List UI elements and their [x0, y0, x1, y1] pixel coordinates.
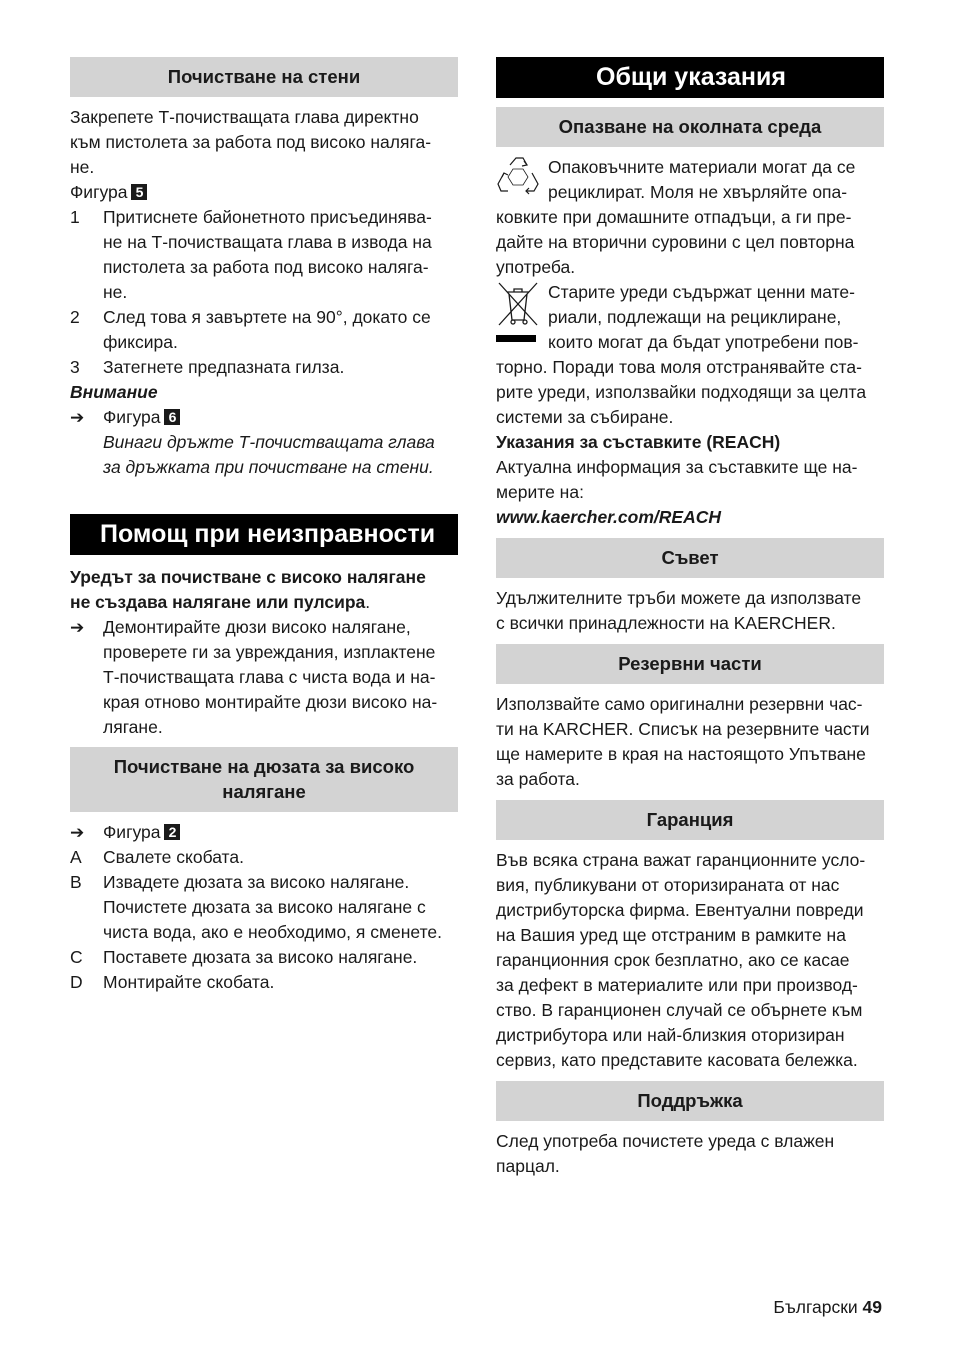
recycle-paragraph: Опаковъчните материали могат да се рециклират. Моля не хвърляйте опа- ковките при домашните отпадъци, а ги пре- дайте на вторични суровини с цел повторна употреба.	[496, 157, 856, 277]
section-heading-environment: Опазване на околната среда	[496, 107, 884, 147]
problem-statement: Уредът за почистване с високо налягане не създава налягане или пулсира.	[70, 567, 426, 612]
nozzle-figure-ref: ➔ Фигура 2	[70, 820, 458, 845]
step-item: B Извадете дюзата за високо налягане. Почистете дюзата за високо налягане с чиста вода, ако е необходимо, я сменете.	[70, 872, 442, 942]
section-heading-walls: Почистване на стени	[70, 57, 458, 97]
attention-figure-ref: ➔ Фигура 6	[70, 405, 458, 430]
step-item: C Поставете дюзата за високо налягане.	[70, 947, 418, 967]
step-item: A Свалете скобата.	[70, 847, 244, 867]
reach-text: Актуална информация за съставките ще на- мерите на:	[496, 457, 858, 502]
section-heading-advice: Съвет	[496, 538, 884, 578]
warranty-text: Във всяка страна важат гаранционните усло- вия, публикувани от оторизираната от нас дистрибуторска фирма. Евентуални повреди на Вашия уред ще отстраним в рамките на гаранционния срок безплатно, ако се касае за дефект в материалите или при производ- ство. В гаранционен случай се обърнете към дистрибутора или най-близкия оторизиран сервиз, като представите касовата бележка.	[496, 850, 866, 1070]
walls-intro: Закрепете Т-почистващата глава директно към пистолета за работа под високо наляга- не.	[70, 107, 432, 177]
spare-parts-text: Използвайте само оригинални резервни час- ти на KARCHER. Списък на резервните части ще намерите в края на настоящото Упътване за работа.	[496, 694, 870, 789]
page-number: 49	[862, 1297, 882, 1317]
step-item: 1 Притиснете байонетното присъединява- не на Т-почистващата глава в извода на пистолета за работа под високо наляга- не.	[70, 207, 432, 302]
reach-heading: Указания за съставките (REACH)	[496, 432, 781, 452]
step-item: D Монтирайте скобата.	[70, 972, 275, 992]
step-item: 2 След това я завъртете на 90°, докато се фиксира.	[70, 307, 431, 352]
right-arrow-icon: ➔	[70, 408, 85, 427]
attention-label: Внимание	[70, 382, 158, 402]
section-heading-spare-parts: Резервни части	[496, 644, 884, 684]
maintenance-text: След употреба почистете уреда с влажен парцал.	[496, 1131, 835, 1176]
figure-ref: Фигура 5	[70, 180, 458, 205]
figure-number-badge: 6	[164, 409, 180, 425]
right-arrow-icon: ➔	[70, 618, 85, 637]
reach-url: www.kaercher.com/REACH	[496, 507, 721, 527]
recycle-icon	[496, 155, 540, 201]
right-arrow-icon: ➔	[70, 823, 85, 842]
section-heading-maintenance: Поддръжка	[496, 1081, 884, 1121]
page-footer	[773, 1295, 882, 1320]
right-column	[496, 57, 884, 1179]
left-column	[70, 57, 458, 995]
figure-number-badge: 5	[131, 184, 147, 200]
attention-note: Винаги дръжте Т-почистващата глава за дръжката при почистване на стени.	[103, 432, 435, 477]
chapter-heading-general: Общи указания	[496, 57, 884, 98]
weee-paragraph: Старите уреди съдържат ценни мате- риали, подлежащи на рециклиране, които могат да бъдат употребени пов- торно. Поради това моля отстранявайте ста- рите уреди, използвайки подходящи за целта системи за събиране.	[496, 282, 867, 427]
remedy-item: ➔ Демонтирайте дюзи високо налягане, проверете ги за увреждания, изплактене Т-почистващата глава с чиста вода и на- края отново монтирайте дюзи високо на- лягане.	[70, 615, 458, 740]
section-heading-warranty: Гаранция	[496, 800, 884, 840]
footer-language: Български	[773, 1297, 858, 1317]
step-item: 3 Затегнете предпазната гилза.	[70, 357, 345, 377]
section-heading-nozzle: Почистване на дюзата за високо налягане	[70, 747, 458, 812]
figure-number-badge: 2	[164, 824, 180, 840]
advice-text: Удължителните тръби можете да използвате с всички принадлежности на KAERCHER.	[496, 588, 862, 633]
chapter-heading-troubleshooting: Помощ при неизправности	[70, 514, 458, 555]
crossed-out-bin-icon	[496, 280, 540, 346]
